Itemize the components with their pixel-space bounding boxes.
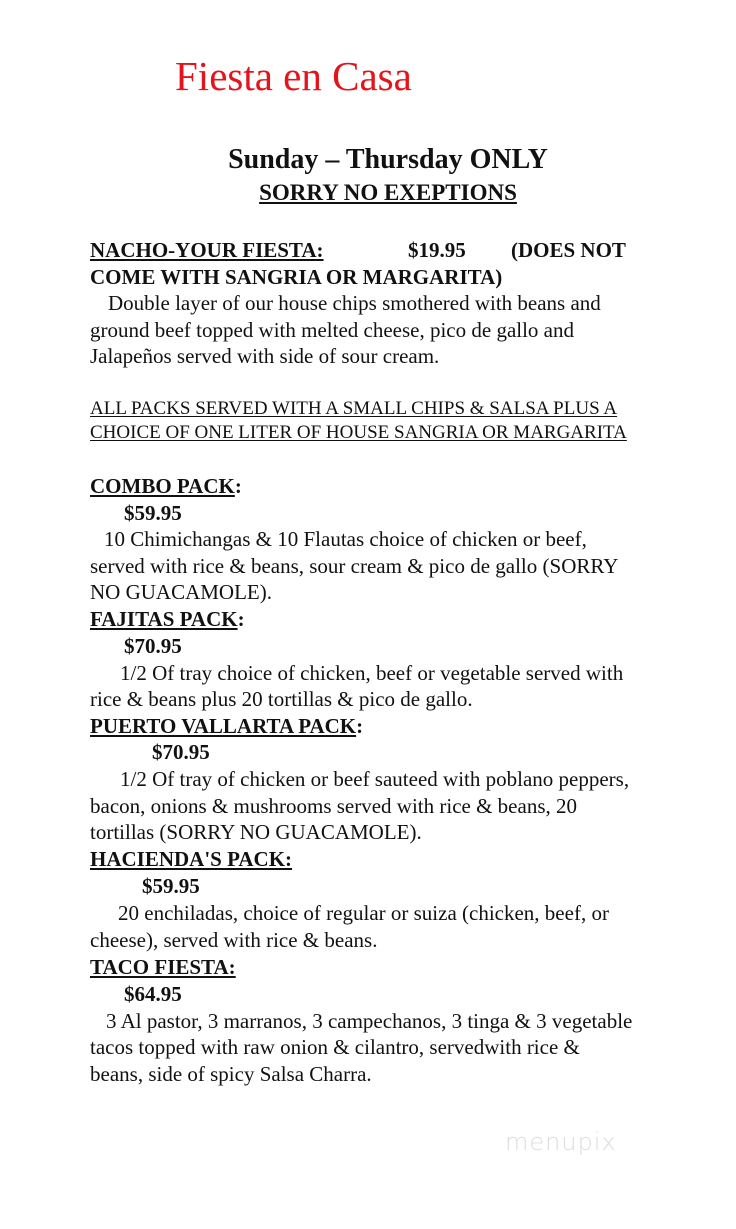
colon: : bbox=[237, 607, 245, 631]
nacho-note-cont: COME WITH SANGRIA OR MARGARITA) bbox=[90, 265, 503, 289]
colon: : bbox=[356, 714, 364, 738]
pack-price: $59.95 bbox=[124, 501, 182, 525]
pack-desc: 3 Al pastor, 3 marranos, 3 campechanos, 3 tinga & 3 vegetable bbox=[106, 1009, 633, 1033]
pack-desc: 1/2 Of tray of chicken or beef sauteed with poblano peppers, bbox=[120, 767, 630, 791]
pack-desc: tortillas (SORRY NO GUACAMOLE). bbox=[90, 820, 422, 844]
nacho-desc: ground beef topped with melted cheese, pico de gallo and bbox=[90, 318, 575, 342]
pack-name: HACIENDA'S PACK: bbox=[90, 847, 293, 871]
nacho-desc: Double layer of our house chips smothered with beans and bbox=[108, 291, 601, 315]
nacho-note: (DOES NOT bbox=[511, 238, 626, 262]
pack-desc: bacon, onions & mushrooms served with rice & beans, 20 bbox=[90, 794, 577, 818]
pack-desc: cheese), served with rice & beans. bbox=[90, 928, 378, 952]
colon: : bbox=[234, 474, 242, 498]
pack-desc: NO GUACAMOLE). bbox=[90, 580, 272, 604]
pack-price: $70.95 bbox=[152, 740, 210, 764]
nacho-price: $19.95 bbox=[408, 238, 466, 262]
pack-price: $70.95 bbox=[124, 634, 182, 658]
pack-desc: rice & beans plus 20 tortillas & pico de gallo. bbox=[90, 687, 473, 711]
menupix-watermark: menupix bbox=[505, 1128, 617, 1156]
packs-note: ALL PACKS SERVED WITH A SMALL CHIPS & SALSA PLUS A bbox=[90, 398, 618, 419]
days-heading: Sunday – Thursday ONLY bbox=[228, 144, 548, 175]
packs-note: CHOICE OF ONE LITER OF HOUSE SANGRIA OR MARGARITA bbox=[90, 422, 627, 443]
pack-price: $64.95 bbox=[124, 982, 182, 1006]
restaurant-title: Fiesta en Casa bbox=[175, 53, 412, 99]
pack-name: FAJITAS PACK bbox=[90, 607, 238, 631]
nacho-name: NACHO-YOUR FIESTA: bbox=[90, 238, 324, 262]
pack-desc: beans, side of spicy Salsa Charra. bbox=[90, 1062, 372, 1086]
pack-name: PUERTO VALLARTA PACK bbox=[90, 714, 357, 738]
pack-desc: 10 Chimichangas & 10 Flautas choice of chicken or beef, bbox=[104, 527, 587, 551]
pack-desc: tacos topped with raw onion & cilantro, servedwith rice & bbox=[90, 1035, 580, 1059]
pack-name: TACO FIESTA: bbox=[90, 955, 236, 979]
pack-desc: 1/2 Of tray choice of chicken, beef or vegetable served with bbox=[120, 661, 624, 685]
nacho-desc: Jalapeños served with side of sour cream. bbox=[90, 344, 440, 368]
pack-desc: served with rice & beans, sour cream & pico de gallo (SORRY bbox=[90, 554, 619, 578]
pack-price: $59.95 bbox=[142, 874, 200, 898]
pack-name: COMBO PACK bbox=[90, 474, 235, 498]
no-exceptions-notice: SORRY NO EXEPTIONS bbox=[259, 180, 517, 205]
pack-desc: 20 enchiladas, choice of regular or suiza (chicken, beef, or bbox=[118, 901, 609, 925]
